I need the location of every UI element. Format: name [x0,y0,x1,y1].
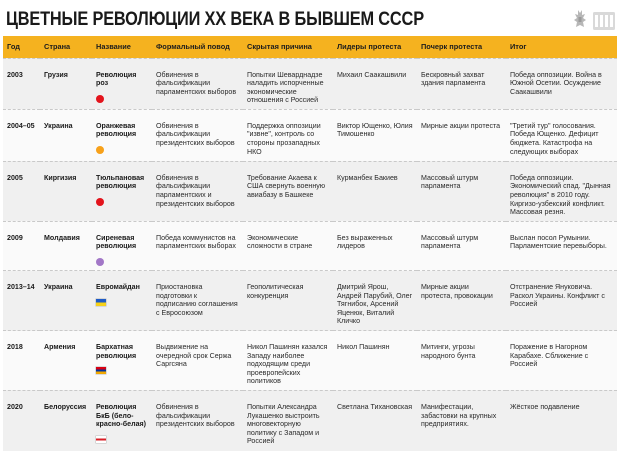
style-cell [417,161,506,221]
cause-cell [243,161,333,221]
result-cell [506,271,617,331]
name-cell [92,271,152,331]
year-cell-text: 2020 [7,402,23,411]
cause-cell [243,58,333,109]
leaders-cell-text: Никол Пашинян [337,343,390,351]
country-cell-text: Молдавия [44,233,80,242]
year-cell [3,109,40,161]
leaders-cell-text: Без выраженных лидеров [337,233,393,251]
pretext-cell-text: Обвинения в фальсификации президентских выборов [156,402,235,429]
cause-cell-text: Попытки Александра Лукашенко выстроить многовекторную политику с Западом и Россией [247,402,320,446]
table-row [3,390,617,451]
country-cell-text: Украина [44,283,73,292]
cause-cell-text: Геополитическая конкуренция [247,283,304,300]
country-cell [40,390,92,451]
table-row [3,221,617,270]
style-cell [417,390,506,451]
year-cell [3,271,40,331]
page-title: ЦВЕТНЫЕ РЕВОЛЮЦИИ XX ВЕКА В БЫВШЕМ СССР [6,9,424,30]
cause-cell-text: Поддержка оппозиции "извне", контроль со стороны прозападных НКО [247,121,321,156]
color-dot-icon [96,95,104,103]
pretext-cell [152,390,243,451]
year-cell-text: 2009 [7,233,23,242]
country-cell-text: Киргизия [44,173,77,182]
result-cell-text: Отстранение Януковича. Раскол Украины. Конфликт с Россией [510,283,605,309]
style-cell-text: Массовый штурм парламента [421,173,479,191]
pretext-cell [152,331,243,391]
style-cell-text: Мирные акции протеста [421,121,501,130]
result-cell-text: Выслан посол Румынии. Парламентские перевыборы. [510,233,607,251]
leaders-cell-text: Дмитрий Ярош, Андрей Парубий, Олег Тягнибок, Арсений Яценюк, Виталий Кличко [337,283,413,326]
col-year: Год [3,36,40,58]
country-cell [40,221,92,270]
year-cell-text: 2005 [7,173,23,182]
cause-cell-text: Никол Пашинян казался Западу наиболее подходящим среди проевропейских политиков [247,343,328,386]
color-dot-icon [96,258,104,266]
table-row [3,161,617,221]
year-cell [3,390,40,451]
table-row [3,271,617,331]
name-cell-text: Революция роз [96,70,137,88]
result-cell-text: Жёсткое подавление [510,402,580,411]
eagle-emblem-icon [574,10,586,27]
name-cell-text: Евромайдан [96,283,140,292]
name-cell [92,109,152,161]
name-cell [92,390,152,451]
cause-cell [243,109,333,161]
logo [568,6,618,36]
color-dot-icon [96,146,104,154]
cause-cell [243,271,333,331]
leaders-cell [333,161,417,221]
year-cell [3,221,40,270]
flag-icon [96,436,106,443]
col-country: Страна [40,36,92,58]
cause-cell-text: Попытки Шеварднадзе наладить испорченные экономические отношения с Россией [247,70,324,105]
style-cell [417,331,506,391]
name-cell-text: Бархатная революция [96,343,137,360]
flag-icon [96,299,106,306]
style-cell-text: Бескровный захват здания парламента [421,70,486,88]
pretext-cell [152,221,243,270]
col-cause: Скрытая причина [243,36,333,58]
year-cell-text: 2013–14 [7,283,35,292]
leaders-cell-text: Виктор Ющенко, Юлия Тимошенко [337,121,413,139]
leaders-cell [333,390,417,451]
pretext-cell-text: Обвинения в фальсификации президентских выборов [156,121,235,148]
year-cell [3,161,40,221]
year-cell-text: 2018 [7,343,23,351]
style-cell [417,221,506,270]
leaders-cell [333,271,417,331]
cause-cell-text: Требование Акаева к США свернуть военную авиабазу в Башкеке [247,173,326,200]
cause-cell [243,221,333,270]
cause-cell [243,331,333,391]
style-cell-text: Массовый штурм парламента [421,233,479,251]
revolutions-table [3,36,617,451]
country-cell-text: Украина [44,121,73,130]
col-leaders: Лидеры протеста [333,36,417,58]
pretext-cell [152,271,243,331]
pretext-cell-text: Приостановка подготовки к подписанию соглашения с Евросоюзом [156,283,238,317]
style-cell-text: Мирные акции протеста, провокации [421,283,493,300]
leaders-cell [333,331,417,391]
result-cell [506,58,617,109]
country-cell [40,331,92,391]
name-cell-text: Тюльпановая революция [96,173,145,191]
col-style: Почерк протеста [417,36,506,58]
col-name: Название [92,36,152,58]
result-cell [506,109,617,161]
result-cell [506,331,617,391]
year-cell-text: 2004–05 [7,121,35,130]
result-cell-text: Победа оппозиции. Война в Южной Осетии. Осуждение Саакашвили [510,70,602,96]
col-pretext: Формальный повод [152,36,243,58]
table-row [3,109,617,161]
pretext-cell [152,58,243,109]
name-cell [92,331,152,391]
style-cell-text: Манифестации, забастовки на крупных предприятиях. [421,402,497,429]
style-cell [417,271,506,331]
result-cell-text: Поражение в Нагорном Карабахе. Сближение с Россией [510,343,589,369]
tass-logo-icon [593,12,615,30]
result-cell [506,390,617,451]
name-cell [92,161,152,221]
style-cell-text: Митинги, угрозы народного бунта [421,343,476,360]
table-row [3,331,617,391]
pretext-cell-text: Обвинения в фальсификации парламентских выборов [156,70,237,96]
pretext-cell-text: Выдвижение на очередной срок Сержа Саргсяна [156,343,232,369]
country-cell [40,161,92,221]
country-cell [40,271,92,331]
cause-cell [243,390,333,451]
name-cell [92,221,152,270]
name-cell-text: Оранжевая революция [96,121,137,139]
style-cell [417,109,506,161]
year-cell [3,58,40,109]
country-cell-text: Белоруссия [44,402,87,411]
country-cell-text: Грузия [44,70,68,79]
country-cell [40,109,92,161]
result-cell-text: "Третий тур" голосования. Победа Ющенко. Дефицит бюджета. Катастрофа на следующих выборах [510,121,599,156]
year-cell-text: 2003 [7,70,23,79]
style-cell [417,58,506,109]
leaders-cell [333,221,417,270]
name-cell-text: Сиреневая революция [96,233,137,251]
leaders-cell [333,58,417,109]
country-cell-text: Армения [44,343,76,351]
pretext-cell [152,161,243,221]
result-cell [506,221,617,270]
year-cell [3,331,40,391]
pretext-cell-text: Победа коммунистов на парламентских выборах [156,233,236,251]
name-cell [92,58,152,109]
leaders-cell [333,109,417,161]
cause-cell-text: Экономические сложности в стране [247,233,313,251]
result-cell [506,161,617,221]
table-row [3,58,617,109]
leaders-cell-text: Курманбек Бакиев [337,173,398,182]
color-dot-icon [96,198,104,206]
leaders-cell-text: Михаил Саакашвили [337,70,407,79]
country-cell [40,58,92,109]
pretext-cell [152,109,243,161]
name-cell-text: Революция БкБ (бело-красно-белая) [96,402,147,429]
leaders-cell-text: Светлана Тихановская [337,402,413,411]
header-row [3,36,617,58]
flag-icon [96,367,106,374]
result-cell-text: Победа оппозиции. Экономический спад. "Дынная революция" в 2010 году. Киргизо-узбекский конфликт. Массовая резня. [510,173,611,217]
col-result: Итог [506,36,617,58]
pretext-cell-text: Обвинения в фальсификации парламентских и президентских выборов [156,173,235,208]
